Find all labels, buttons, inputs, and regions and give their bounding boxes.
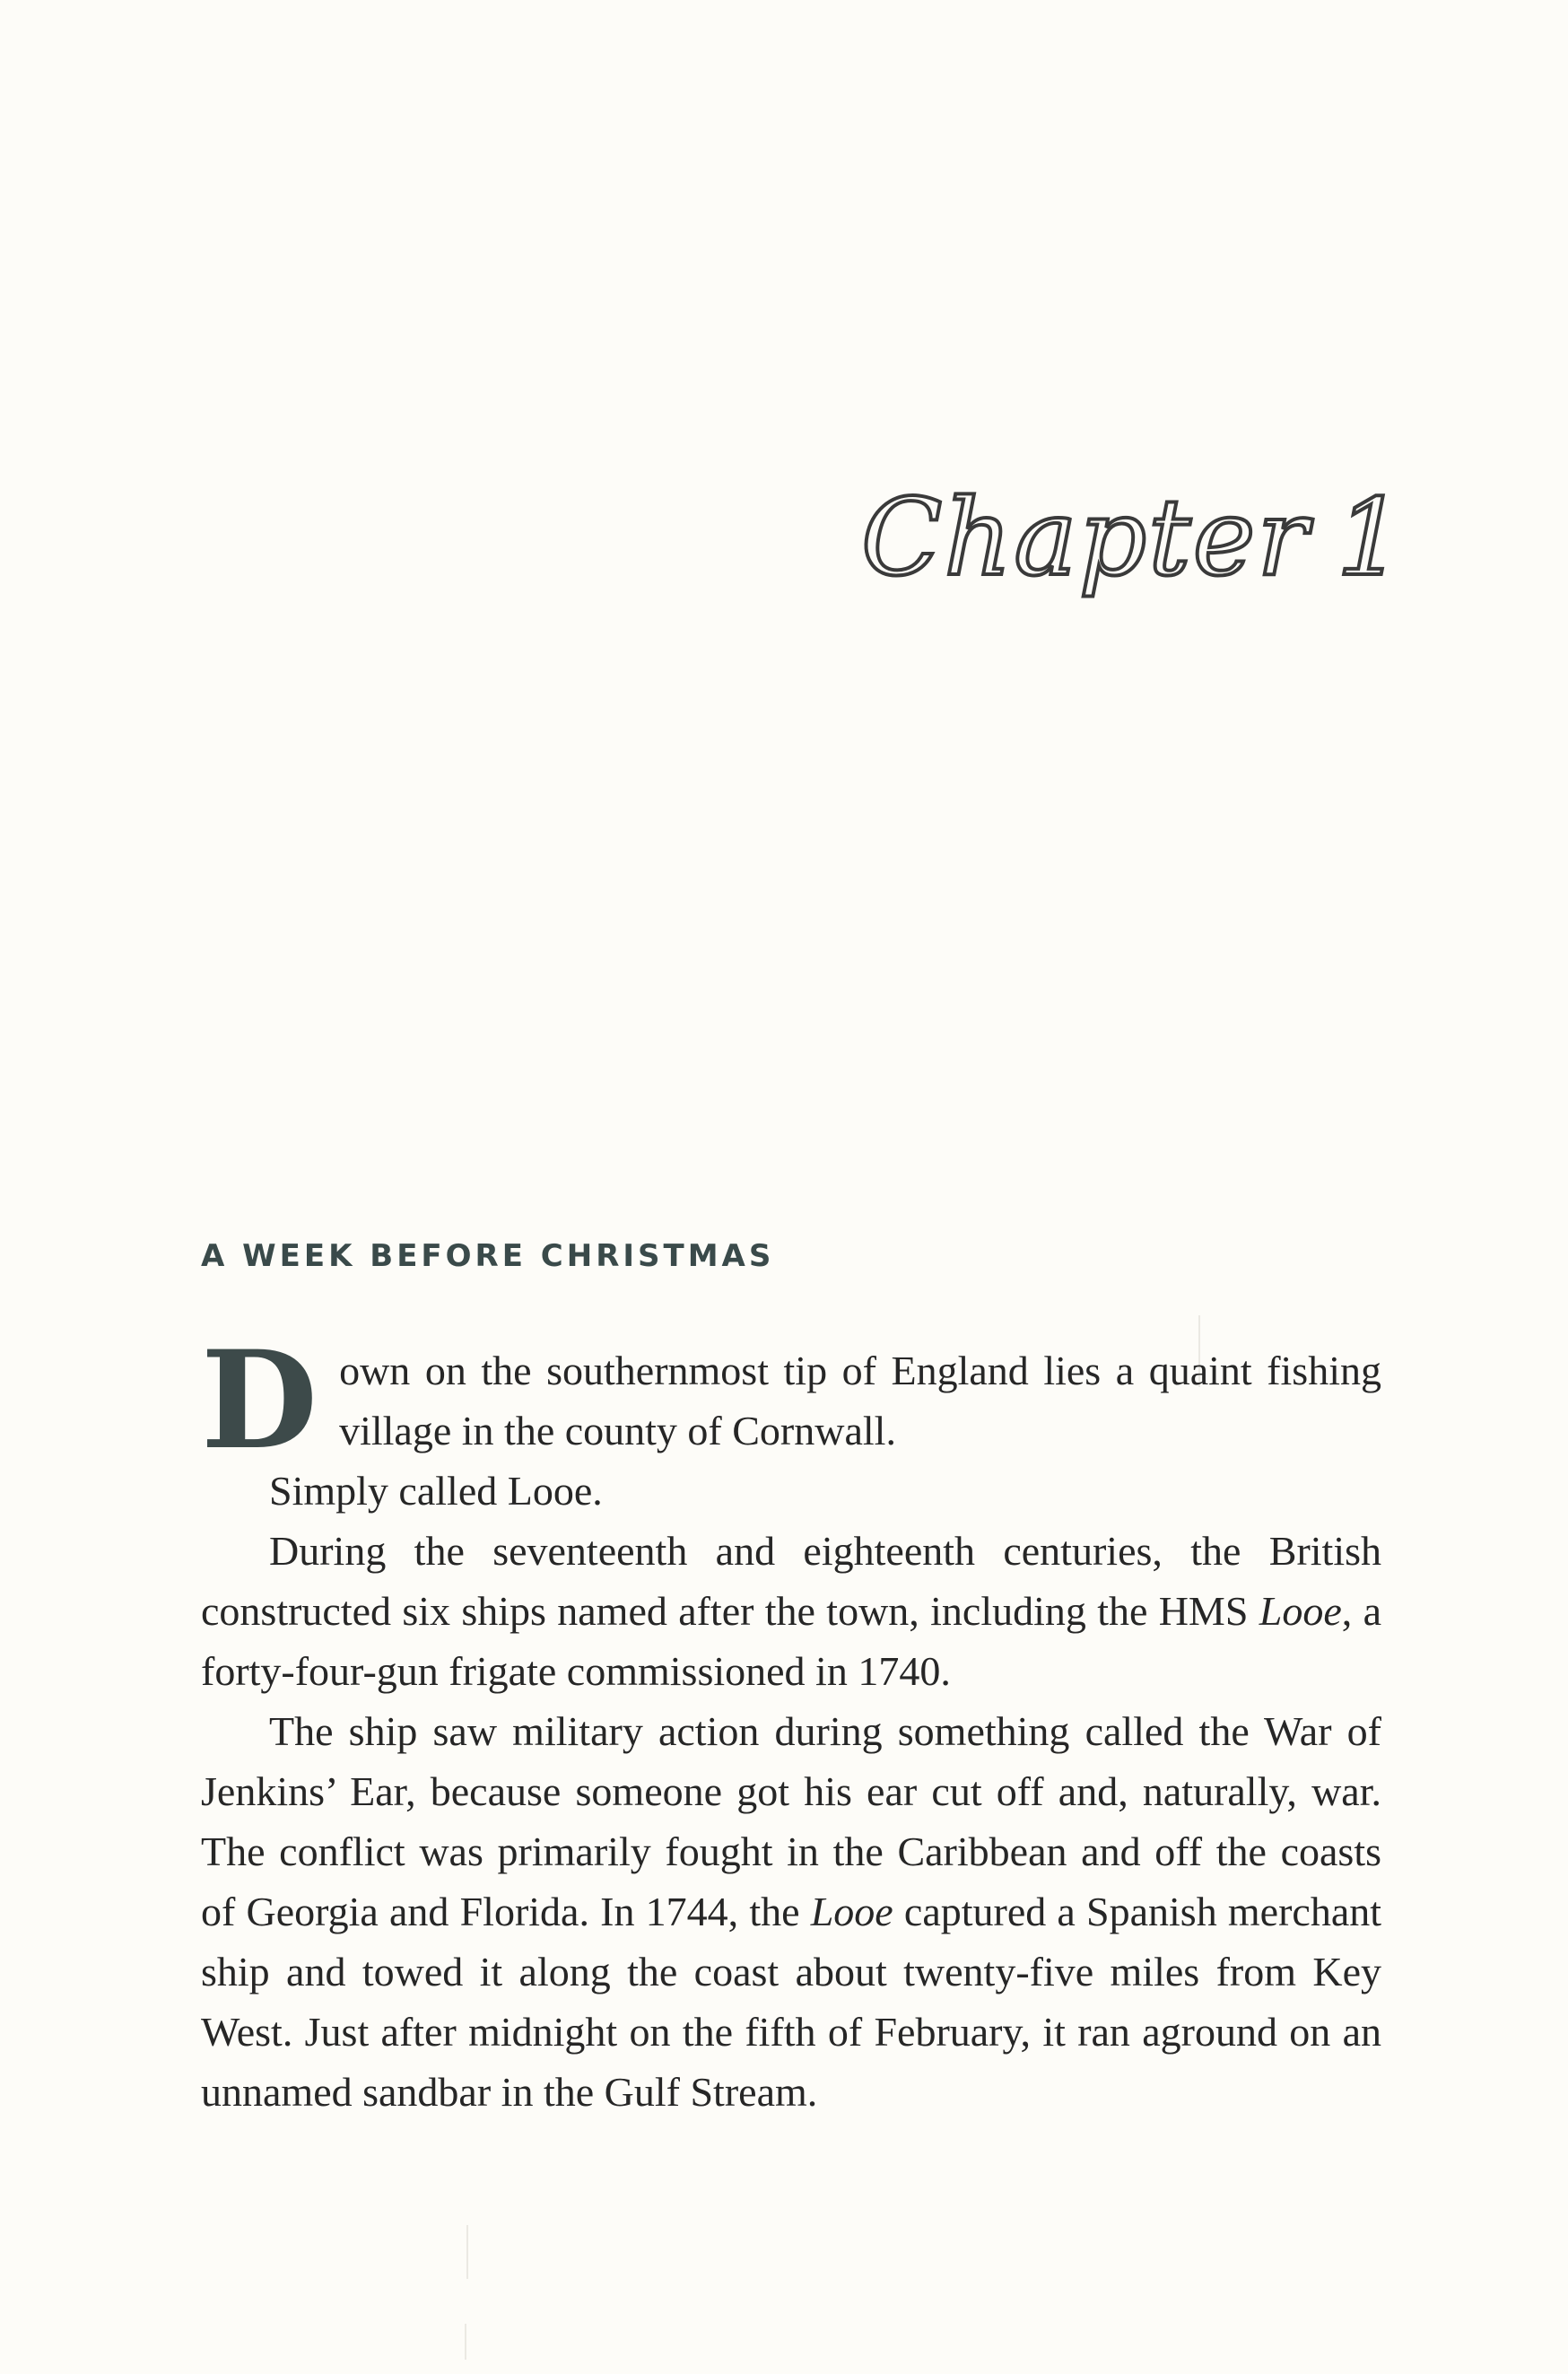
paragraph-text: Simply called Looe. — [269, 1468, 603, 1514]
paper-mark — [465, 2324, 466, 2360]
section-title: A WEEK BEFORE CHRISTMAS — [201, 1238, 775, 1274]
paragraph — [201, 1322, 1381, 1479]
paragraph-text: own on the southernmost tip of England lies a quaint fishing village in the county of Cornwall. — [339, 1348, 1381, 1453]
paragraph-text: , a forty-four-gun frigate commissioned in 1740. — [201, 1588, 1381, 1694]
paragraph — [201, 1521, 1381, 1701]
drop-cap: D — [201, 1322, 318, 1479]
paragraph-text: The ship saw military action during something called the War of Jenkins’ Ear, because someone got his ear cut off and, naturally, war. The conflict was primarily fought in the Caribbean and off the coasts of Georgia and Florida. In 1744, the — [201, 1708, 1381, 1934]
chapter-word: Chapter — [861, 476, 1310, 599]
ship-name: Looe — [810, 1889, 893, 1934]
paragraph — [201, 1461, 1381, 1521]
chapter-number: 1 — [1336, 476, 1406, 599]
body-text — [201, 1322, 1382, 2122]
paper-mark — [466, 2225, 468, 2279]
paragraph — [201, 1701, 1381, 2122]
ship-name: Looe — [1259, 1588, 1342, 1634]
paragraph-text: captured a Spanish merchant ship and towed it along the coast about twenty-five miles from Key West. Just after midnight on the fifth of February, it ran aground on an unnamed sandbar in the Gulf Stream. — [201, 1889, 1382, 2115]
paragraph-text: During the seventeenth and eighteenth centuries, the British constructed six ships named after the town, including the HMS — [201, 1528, 1381, 1634]
chapter-heading — [861, 476, 1406, 599]
